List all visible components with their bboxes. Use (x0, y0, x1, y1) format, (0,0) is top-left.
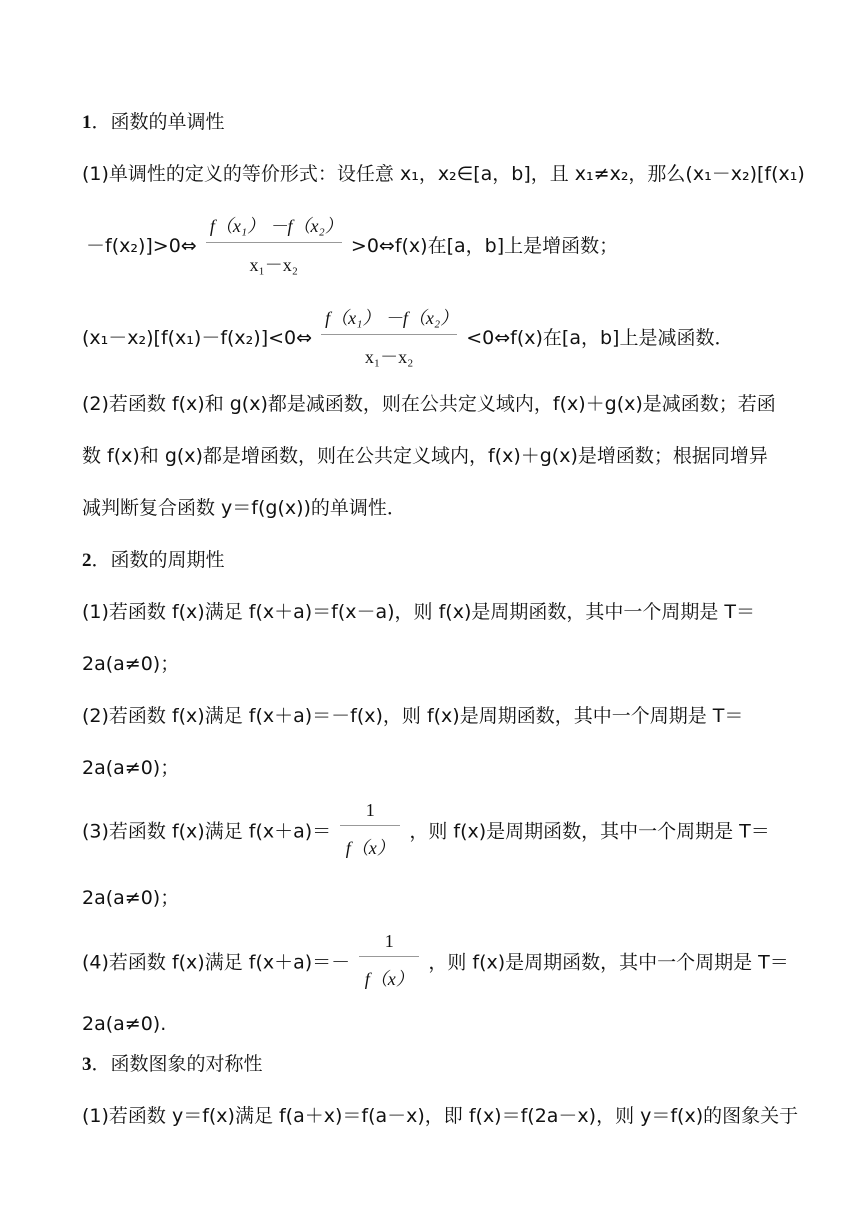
period-item-2-line-2: 2a(a≠0)； (82, 757, 180, 779)
reciprocal-fraction (340, 800, 400, 860)
section-1-heading (82, 110, 778, 135)
inequality-pre: －f(x₂)]>0⇔ (86, 235, 197, 257)
fraction-numerator: f（x₁） －f（x₂） (325, 308, 459, 328)
fraction-denominator: f（x） (340, 825, 400, 860)
fraction-denominator: x₁－x₂ (206, 242, 342, 277)
section-number: 2 (82, 550, 92, 571)
fraction-numerator: 1 (384, 931, 394, 951)
period-item-1-line-2: 2a(a≠0)； (82, 653, 180, 675)
difference-quotient-fraction (206, 212, 342, 277)
item-pre: (3)若函数 f(x)满足 f(x＋a)＝ (82, 820, 332, 843)
difference-quotient-fraction (321, 304, 457, 369)
section-3-heading (82, 1052, 778, 1077)
inequality-post: >0⇔f(x)在[a，b]上是增函数； (350, 235, 619, 257)
item-pre: (4)若函数 f(x)满足 f(x＋a)＝－ (82, 951, 351, 974)
monotonic-def-line-3 (82, 304, 733, 369)
sum-monotonic-line-1: (2)若函数 f(x)和 g(x)都是减函数，则在公共定义域内，f(x)＋g(x)是减函数；若函 (82, 393, 776, 415)
fraction-denominator: x₁－x₂ (321, 334, 457, 369)
period-item-3-line-1 (82, 800, 770, 860)
item-post: ，则 f(x)是周期函数，其中一个周期是 T＝ (409, 820, 770, 843)
section-number: 3 (82, 1054, 92, 1075)
period-item-2-line-1: (2)若函数 f(x)满足 f(x＋a)＝－f(x)，则 f(x)是周期函数，其中一个周期是 T＝ (82, 705, 744, 727)
fraction-denominator: f（x） (359, 956, 419, 991)
period-item-4-line-2: 2a(a≠0). (82, 1013, 167, 1035)
inequality-pre: (x₁－x₂)[f(x₁)－f(x₂)]<0⇔ (82, 327, 313, 349)
section-title: ．函数的周期性 (91, 549, 225, 571)
section-number: 1 (82, 112, 92, 133)
period-item-4-line-1 (82, 931, 789, 991)
monotonic-def-line-1: (1)单调性的定义的等价形式：设任意 x₁，x₂∈[a，b]，且 x₁≠x₂，那么(x₁－x₂)[f(x₁) (82, 163, 805, 185)
sum-monotonic-line-3: 减判断复合函数 y＝f(g(x))的单调性． (82, 497, 406, 519)
section-title: ．函数图象的对称性 (91, 1053, 263, 1075)
negative-reciprocal-fraction (359, 931, 419, 991)
section-2-heading (82, 548, 778, 573)
section-title: ．函数的单调性 (91, 111, 225, 133)
sum-monotonic-line-2: 数 f(x)和 g(x)都是增函数，则在公共定义域内，f(x)＋g(x)是增函数；根据同增异 (82, 445, 768, 467)
symmetry-item-1-line-1: (1)若函数 y＝f(x)满足 f(a＋x)＝f(a－x)，即 f(x)＝f(2a－x)，则 y＝f(x)的图象关于 (82, 1105, 799, 1127)
fraction-numerator: f（x₁） －f（x₂） (209, 216, 343, 236)
period-item-1-line-1: (1)若函数 f(x)满足 f(x＋a)＝f(x－a)，则 f(x)是周期函数，其中一个周期是 T＝ (82, 601, 755, 623)
item-post: ，则 f(x)是周期函数，其中一个周期是 T＝ (428, 951, 789, 974)
period-item-3-line-2: 2a(a≠0)； (82, 887, 180, 909)
monotonic-def-line-2 (86, 212, 618, 277)
fraction-numerator: 1 (365, 800, 375, 820)
inequality-post: <0⇔f(x)在[a，b]上是减函数． (466, 327, 734, 349)
